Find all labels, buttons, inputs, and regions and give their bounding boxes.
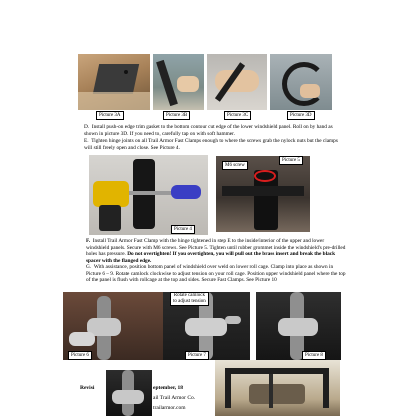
m6-screw-label: M6 screw — [222, 161, 248, 170]
picture-3c-caption: Picture 3C — [224, 111, 251, 120]
picture-3a-photo — [78, 54, 150, 110]
picture-3c-photo — [207, 54, 267, 110]
step-d-text: D. Install push-on edge trim gasket to the bottom contour cut edge of the lower windshield panel. Roll on by hand as shown in picture 3D. If you need to, carefully tap on with soft hammer. — [84, 124, 333, 137]
footer-website: trailarmor.com — [153, 405, 186, 411]
picture-3b-photo — [153, 54, 204, 110]
footer-company: ail Trail Armor Co. — [153, 395, 196, 401]
rotate-camlock-label: Rotate camlock to adjust tension — [170, 292, 209, 306]
picture-6-photo — [63, 292, 163, 360]
footer-revision: Revisi — [80, 385, 95, 391]
picture-10-photo — [215, 360, 340, 416]
picture-9-photo — [106, 370, 152, 416]
step-f-text: F. Install Trail Armor Fast Clamp with the hinge tightened in step E to the inside/interior of the upper and lower windshield panels. Secure with M6 screws. See Picture 5. Tighten until rubber grommet inside the windshield's pre-drilled holes has pressure. Do not overtighten! If you overtighten, you will pull out the brass insert and break the black spacer with the flanged edge. — [86, 238, 346, 264]
picture-4-caption: Picture 4 — [171, 225, 195, 234]
picture-3a-caption: Picture 3A — [96, 111, 124, 120]
picture-7-caption: Picture 7 — [185, 351, 209, 360]
picture-5-caption: Picture 5 — [279, 156, 303, 165]
step-g-text: G. With assistance, position bottom panel of windshield over weld on lower roll cage. Clamp into place as shown in Picture 6 – 9. Rotate camlock clockwise to adjust tension on your roll cage. Position upper windshield panel where the top of the panel is flush with rollcage at the top and sides. Secure Fast Clamps. See Picture 10 — [86, 264, 346, 284]
picture-3b-caption: Picture 3B — [163, 111, 190, 120]
picture-6-caption: Picture 6 — [68, 351, 92, 360]
picture-3d-caption: Picture 3D — [287, 111, 315, 120]
footer-date: eptember, 18 — [153, 385, 184, 391]
picture-8-caption: Picture 8 — [302, 351, 326, 360]
picture-3d-photo — [270, 54, 332, 110]
picture-4-photo — [89, 155, 208, 235]
picture-8-photo — [256, 292, 341, 360]
step-e-text: E. Tighten hinge joints on all Trail Armor Fast Clamps enough to where the screws grab the nylock nuts but the clamps will still freely open and close. See Picture 4. — [84, 138, 338, 151]
